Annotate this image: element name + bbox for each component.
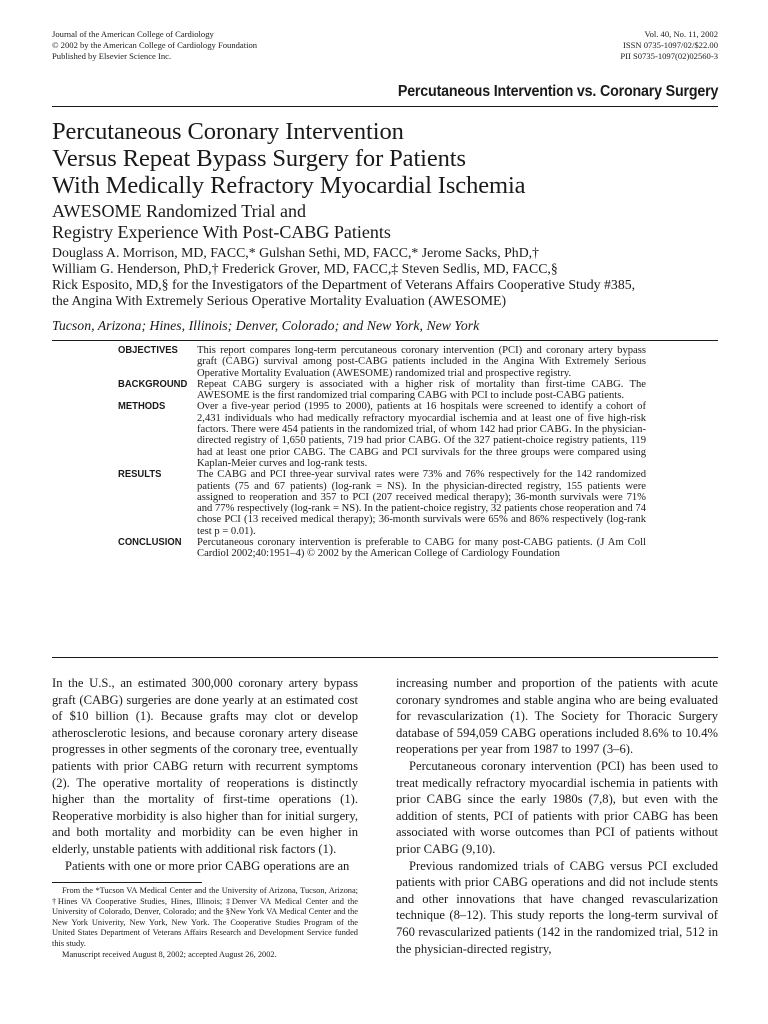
abstract-label: METHODS — [118, 400, 166, 413]
article-title — [52, 118, 732, 199]
abstract-label: OBJECTIVES — [118, 344, 178, 356]
publisher-line: Published by Elsevier Science Inc. — [52, 51, 172, 61]
author-line: Rick Esposito, MD,§ for the Investigators of the Department of Veterans Affairs Cooperative Study #385, — [52, 277, 636, 292]
abstract-results — [118, 469, 646, 537]
subtitle-line: AWESOME Randomized Trial and — [52, 201, 307, 221]
title-line: Versus Repeat Bypass Surgery for Patients — [52, 145, 466, 172]
abstract-text: This report compares long-term percutaneous coronary intervention (PCI) and coronary artery bypass graft (CABG) survival among post-CABG patients included in the Angina With Extremely Serious Operative Mortality Evaluation (AWESOME) randomized trial and prospective registry. — [197, 345, 646, 379]
journal-header-right — [620, 29, 718, 62]
abstract-top-rule — [52, 340, 718, 341]
body-paragraph: In the U.S., an estimated 300,000 coronary artery bypass graft (CABG) surgeries are done yearly at an estimated cost of $10 billion (1). Because grafts may clot or develop atherosclerotic lesions, and because coronary artery disease progresses in other segments of the coronary tree, eventually patients with prior CABG return with recurrent symptoms (2). The operative mortality of reoperations is distinctly higher than the mortality of first-time operations (1). Reoperative morbidity is also higher than for initial surgery, and both mortality and morbidity can be even higher in elderly, unstable patients with additional risk factors (1). — [52, 676, 358, 856]
subtitle-line: Registry Experience With Post-CABG Patients — [52, 222, 391, 242]
section-label: Percutaneous Intervention vs. Coronary Surgery — [397, 83, 718, 100]
body-column-right — [396, 675, 718, 957]
abstract-objectives — [118, 345, 646, 379]
author-list — [52, 245, 732, 309]
abstract-methods — [118, 401, 646, 469]
journal-name: Journal of the American College of Cardiology — [52, 29, 214, 39]
body-paragraph: Percutaneous coronary intervention (PCI) has been used to treat medically refractory myocardial ischemia in patients with prior CABG since the early 1980s (7,8), but even with the addition of stents, PCI of patients with prior CABG has been associated with worse outcomes than PCI of patients without prior CABG (9,10). — [396, 758, 718, 856]
title-line: Percutaneous Coronary Intervention — [52, 118, 404, 145]
body-paragraph: Patients with one or more prior CABG operations are an — [65, 858, 350, 873]
abstract-background — [118, 379, 646, 402]
affiliation-line: Tucson, Arizona; Hines, Illinois; Denver, Colorado; and New York, New York — [52, 318, 480, 333]
issn-line: ISSN 0735-1097/02/$22.00 — [622, 40, 718, 50]
abstract-bottom-rule — [52, 657, 718, 658]
journal-header-left — [52, 29, 257, 62]
abstract-text: Repeat CABG surgery is associated with a higher risk of mortality than first-time CABG. The AWESOME is the first randomized trial comparing CABG with PCI to include post-CABG patients. — [197, 378, 646, 402]
abstract-label: RESULTS — [118, 468, 162, 481]
author-line: Douglass A. Morrison, MD, FACC,* Gulshan Sethi, MD, FACC,* Jerome Sacks, PhD,† — [52, 245, 539, 260]
article-subtitle — [52, 201, 732, 243]
copyright-line: © 2002 by the American College of Cardiology Foundation — [52, 40, 258, 50]
footnote-manuscript-dates: Manuscript received August 8, 2002; accepted August 26, 2002. — [62, 949, 277, 959]
abstract-label: CONCLUSION — [118, 536, 182, 549]
header-rule — [52, 106, 718, 107]
structured-abstract — [118, 345, 646, 560]
abstract-text: Percutaneous coronary intervention is preferable to CABG for many post-CABG patients. (J Am Coll Cardiol 2002;40:1951–4) © 2002 by the American College of Cardiology Foundation — [197, 537, 646, 560]
title-line: With Medically Refractory Myocardial Ischemia — [52, 172, 526, 199]
abstract-text: Over a five-year period (1995 to 2000), patients at 16 hospitals were screened to identify a cohort of 2,431 individuals who had medically refractory myocardial ischemia and at least one of five high-risk factors. There were 454 patients in the randomized trial, of whom 142 had prior CABG. In the physician-directed registry of 1,650 patients, 719 had prior CABG. Of the 327 patient-choice registry patients, 119 had at least one prior CABG. The CABG and PCI survivals for the three groups were compared using Kaplan-Meier curves and log-rank tests. — [197, 401, 646, 469]
pii-line: PII S0735-1097(02)02560-3 — [620, 51, 718, 61]
footnote — [52, 886, 358, 960]
body-paragraph: increasing number and proportion of the patients with acute coronary syndromes and stable angina who are being evaluated for revascularization (1). The Society for Thoracic Surgery database of 594,059 CABG operations included 8.6% to 10.4% reoperations per year from 1987 to 1997 (3–6). — [396, 676, 718, 757]
footnote-rule — [52, 882, 202, 883]
author-line: the Angina With Extremely Serious Operative Mortality Evaluation (AWESOME) — [52, 293, 507, 308]
volume-line: Vol. 40, No. 11, 2002 — [644, 29, 718, 39]
body-column-left — [52, 675, 358, 874]
author-line: William G. Henderson, PhD,† Frederick Grover, MD, FACC,‡ Steven Sedlis, MD, FACC,§ — [52, 261, 558, 276]
abstract-text: The CABG and PCI three-year survival rates were 73% and 76% respectively for the 142 randomized patients (75 and 67 patients) (log-rank = NS). In the physician-directed registry, 155 patients were assigned to reoperation and 357 to PCI (207 received medical therapy); 36-month survivals were 71% and 77% respectively (log-rank = NS). In the patient-choice registry, 32 patients chose reoperation and 74 chose PCI (13 received medical therapy); 36-month survivals were 65% and 86% respectively (log-rank test p = 0.01). — [197, 469, 646, 537]
abstract-conclusion — [118, 537, 646, 560]
body-paragraph: Previous randomized trials of CABG versus PCI excluded patients with prior CABG operations and did not include stents and other innovations that have changed revascularization technique (8–12). This study reports the long-term survival of 760 revascularized patients (142 in the randomized trial, 512 in the physician-directed registry, — [396, 858, 718, 956]
footnote-affiliations: From the *Tucson VA Medical Center and the University of Arizona, Tucson, Arizona; †Hines VA Cooperative Studies, Hines, Illinois; ‡Denver VA Medical Center and the University of Colorado, Denver, Colorado; and the §New York VA Medical Center and the New York Univerity, New York, New York. The Cooperative Studies Program of the United States Department of Veterans Affairs Research and Development Service funded this study. — [52, 886, 358, 948]
abstract-label: BACKGROUND — [118, 377, 188, 390]
